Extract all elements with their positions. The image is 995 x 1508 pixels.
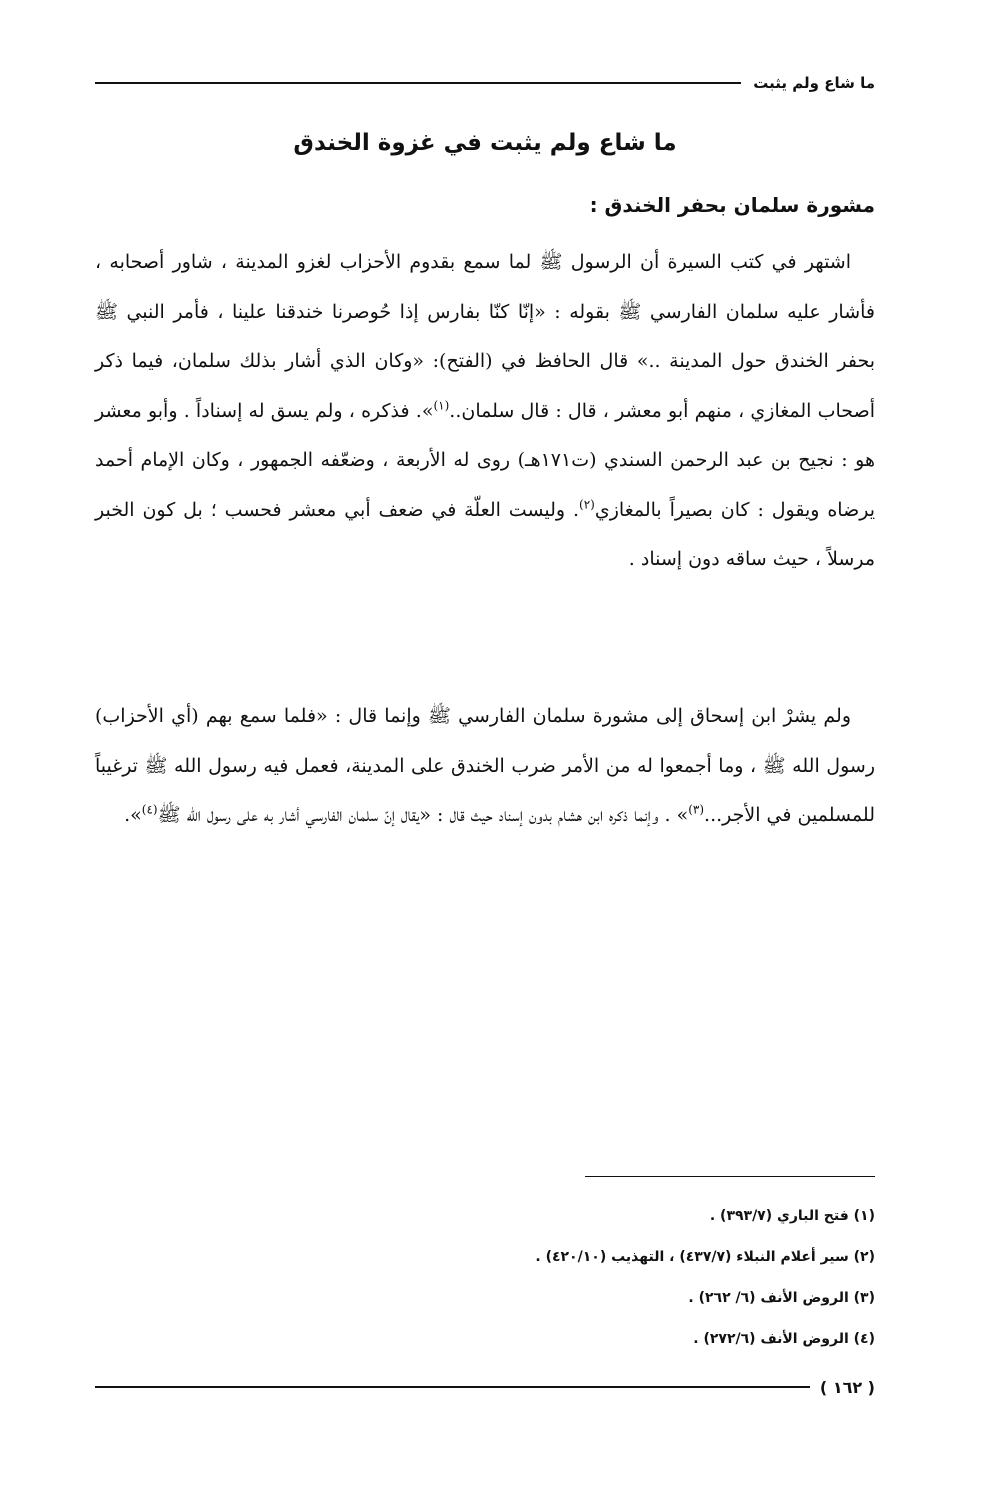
paragraph-1-text-a: اشتهر في كتب السيرة أن الرسول ﷺ لما سمع بقدوم الأحزاب لغزو المدينة ، شاور أصحابه ، فأشار عليه سلمان الفارسي ﷺ بقوله : «إنّا كنّا بفارس إذا حُوصرنا خندقنا علينا ، فأمر النبي ﷺ بحفر الخندق حول المدينة ..» قال الحافظ في (الفتح): «وكان الذي أشار بذلك سلمان، فيما ذكر أصحاب المغازي ، منهم أبو معشر ، قال : قال سلمان.. bbox=[95, 251, 875, 422]
footnote-ref-1: (١) bbox=[433, 398, 450, 413]
paragraph-1-text-b: ». فذكره ، ولم يسق له إسناداً . وأبو معشر هو : نجيح بن عبد الرحمن السندي (ت١٧١هـ) روى له الأربعة ، وضعّفه الجمهور ، وكان الإمام أحمد يرضاه ويقول : كان بصيراً بالمغازي bbox=[95, 399, 875, 521]
running-header-title: ما شاع ولم يثبت bbox=[753, 74, 875, 92]
footnote-4: (٤) الروض الأنف (٢٧٢/٦) . bbox=[693, 1331, 875, 1347]
footer-rule bbox=[95, 1386, 810, 1388]
footnote-ref-4: (٤) bbox=[141, 802, 158, 817]
footnote-separator bbox=[585, 1176, 875, 1177]
running-header bbox=[95, 68, 875, 98]
section-heading: مشورة سلمان بحفر الخندق : bbox=[589, 193, 875, 217]
chapter-title: ما شاع ولم يثبت في غزوة الخندق bbox=[293, 130, 677, 156]
footnotes-list bbox=[95, 1196, 875, 1360]
header-rule bbox=[95, 82, 741, 84]
footnote-ref-3: (٣) bbox=[688, 802, 705, 817]
paragraph-2-text-c: ». bbox=[124, 804, 142, 826]
footnote-ref-2: (٢) bbox=[579, 497, 595, 512]
footnote-1: (١) فتح الباري (٣٩٣/٧) . bbox=[709, 1208, 875, 1224]
page-footer bbox=[95, 1370, 875, 1404]
body-paragraph-2 bbox=[95, 692, 875, 841]
body-paragraph-1 bbox=[95, 238, 875, 585]
paragraph-1-text-c: . وليست العلّة في ضعف أبي معشر فحسب ؛ بل كون الخبر مرسلاً ، حيث ساقه دون إسناد . bbox=[95, 498, 875, 570]
paragraph-2-text-b: » . وإنما ذكره ابن هشام بدون إسناد حيث قال : «يقال إنّ سلمان الفارسي أشار به على رسول الله ﷺ bbox=[157, 804, 689, 826]
footnote-2: (٢) سير أعلام النبلاء (٤٣٧/٧) ، التهذيب (٤٢٠/١٠) . bbox=[535, 1249, 875, 1265]
page-number: ( ١٦٢ ) bbox=[819, 1377, 875, 1397]
paragraph-2-text-a: ولم يشرْ ابن إسحاق إلى مشورة سلمان الفارسي ﷺ وإنما قال : «فلما سمع بهم (أي الأحزاب) رسول الله ﷺ ، وما أجمعوا له من الأمر ضرب الخندق على المدينة، فعمل فيه رسول الله ﷺ ترغيباً للمسلمين في الأجر... bbox=[95, 705, 875, 826]
footnote-3: (٣) الروض الأنف (٦/ ٢٦٢) . bbox=[688, 1290, 875, 1306]
